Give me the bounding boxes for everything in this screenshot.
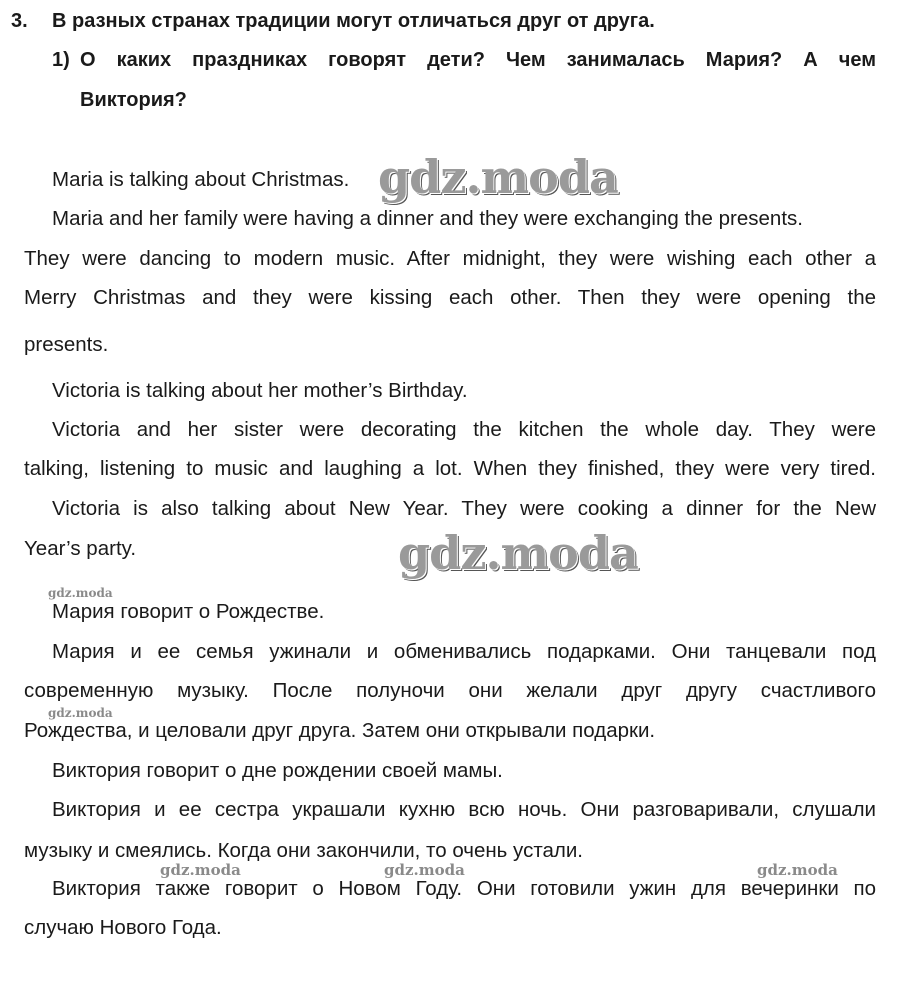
english-line-6: Victoria is talking about her mother’s Birthday. <box>52 379 468 402</box>
english-line-7: Victoria and her sister were decorating the kitchen the whole day. They were <box>52 418 876 441</box>
watermark-small: gdz.moda <box>48 586 113 600</box>
watermark-small: gdz.moda <box>757 861 838 879</box>
russian-line-1: Мария говорит о Рождестве. <box>52 600 325 623</box>
english-line-5: presents. <box>24 333 109 356</box>
question-line-1: О каких праздниках говорят дети? Чем занималась Мария? А чем <box>80 49 876 71</box>
russian-line-7: музыку и смеялись. Когда они закончили, то очень устали. <box>24 839 583 862</box>
watermark-small: gdz.moda <box>160 861 241 879</box>
russian-line-2: Мария и ее семья ужинали и обменивались подарками. Они танцевали под <box>52 640 876 663</box>
question-number: 1) <box>52 49 70 71</box>
russian-line-6: Виктория и ее сестра украшали кухню всю ночь. Они разговаривали, слушали <box>52 798 876 821</box>
watermark-large: gdz.moda <box>398 526 638 580</box>
russian-line-9: случаю Нового Года. <box>24 916 222 939</box>
russian-line-3: современную музыку. После полуночи они желали друг другу счастливого <box>24 679 876 702</box>
russian-line-4: Рождества, и целовали друг друга. Затем они открывали подарки. <box>24 719 656 742</box>
watermark-small: gdz.moda <box>48 706 113 720</box>
russian-line-8: Виктория также говорит о Новом Году. Они готовили ужин для вечеринки по <box>52 877 876 900</box>
english-line-4: Merry Christmas and they were kissing each other. Then they were opening the <box>24 286 876 309</box>
english-line-10: Year’s party. <box>24 537 137 560</box>
english-line-2: Maria and her family were having a dinner and they were exchanging the presents. <box>52 207 803 230</box>
english-line-1: Maria is talking about Christmas. <box>52 168 350 191</box>
english-line-8: talking, listening to music and laughing a lot. When they finished, they were very tired. <box>24 457 876 480</box>
watermark-small: gdz.moda <box>384 861 465 879</box>
english-line-9: Victoria is also talking about New Year. They were cooking a dinner for the New <box>52 497 876 520</box>
english-line-3: They were dancing to modern music. After midnight, they were wishing each other a <box>24 247 876 270</box>
watermark-large: gdz.moda <box>378 150 618 204</box>
russian-line-5: Виктория говорит о дне рождении своей мамы. <box>52 759 503 782</box>
task-title: В разных странах традиции могут отличаться друг от друга. <box>52 10 655 32</box>
question-line-2: Виктория? <box>80 89 187 111</box>
task-number: 3. <box>11 10 28 32</box>
